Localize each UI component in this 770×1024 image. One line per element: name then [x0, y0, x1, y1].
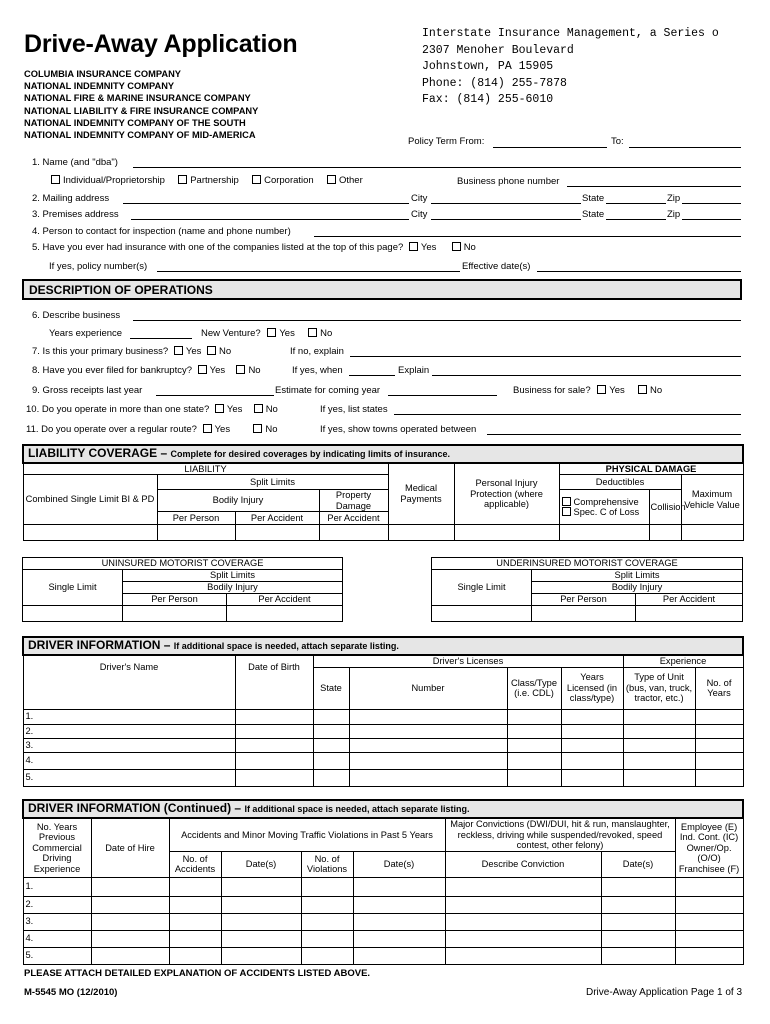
row-number[interactable]: 2.: [23, 724, 235, 738]
entity-options: Individual/Proprietorship Partnership Corporation Other: [51, 175, 363, 186]
estimate-label: Estimate for coming year: [275, 385, 381, 396]
um-per-person-input[interactable]: [123, 606, 227, 622]
premises-state-field[interactable]: [606, 219, 666, 220]
driver-continued-header: DRIVER INFORMATION (Continued) – If additional space is needed, attach separate listing.: [23, 800, 743, 818]
row-number[interactable]: 2.: [23, 896, 91, 913]
effective-dates-field[interactable]: [537, 271, 741, 272]
company-name: NATIONAL LIABILITY & FIRE INSURANCE COMPANY: [24, 105, 259, 116]
deductibles-header: Deductibles: [559, 475, 681, 490]
form-title: Drive-Away Application: [24, 30, 298, 58]
no-accidents-header: No. of Accidents: [169, 851, 221, 877]
attach-note: PLEASE ATTACH DETAILED EXPLANATION OF ACCIDENTS LISTED ABOVE.: [24, 968, 371, 979]
years-experience-field[interactable]: [130, 338, 192, 339]
q9-label: 9. Gross receipts last year: [32, 385, 143, 396]
agency-name: Interstate Insurance Management, a Series o: [422, 27, 719, 40]
city-label: City: [411, 193, 428, 204]
mailing-address-field[interactable]: [123, 203, 409, 204]
no-violations-header: No. of Violations: [301, 851, 353, 877]
licenses-header: Driver's Licenses: [313, 655, 623, 667]
if-no-explain-label: If no, explain: [290, 346, 344, 357]
policy-to-label: To:: [611, 136, 624, 147]
row-number[interactable]: 1.: [23, 877, 91, 896]
bankruptcy-when-field[interactable]: [349, 375, 395, 376]
uim-per-person-input[interactable]: [532, 606, 636, 622]
underinsured-motorist-table: [431, 557, 743, 622]
split-limits-header: Split Limits: [123, 570, 343, 582]
um-per-accident-input[interactable]: [227, 606, 343, 622]
driver-info-continued-table: [22, 799, 744, 965]
policy-from-field[interactable]: [493, 147, 607, 148]
number-header: Number: [349, 667, 507, 709]
policy-numbers-label: If yes, policy number(s): [49, 261, 148, 272]
collision-input[interactable]: [649, 525, 681, 541]
bodily-injury-header: Bodily Injury: [532, 582, 743, 594]
business-phone-field[interactable]: [567, 186, 741, 187]
driver-info-table: [22, 636, 744, 787]
drivers-name-header: Driver's Name: [23, 655, 235, 709]
num-years-header: No. of Years: [695, 667, 743, 709]
for-sale-no-checkbox[interactable]: [638, 385, 647, 394]
table-row: [23, 877, 743, 896]
table-row: [23, 930, 743, 947]
city-label: City: [411, 209, 428, 220]
if-yes-when-label: If yes, when: [292, 365, 343, 376]
contact-field[interactable]: [314, 236, 741, 237]
row-number[interactable]: 1.: [23, 709, 235, 724]
driver-info-header: DRIVER INFORMATION – If additional space is needed, attach separate listing.: [23, 637, 743, 655]
policy-to-field[interactable]: [629, 147, 741, 148]
csl-header: Combined Single Limit BI & PD: [23, 475, 157, 525]
bi-per-accident-input[interactable]: [235, 525, 319, 541]
describe-business-field[interactable]: [133, 320, 741, 321]
q8-no-checkbox[interactable]: [236, 365, 245, 374]
spec-checkbox[interactable]: [562, 507, 571, 516]
zip-label: Zip: [667, 209, 681, 220]
show-towns-field[interactable]: [487, 434, 741, 435]
company-name: NATIONAL FIRE & MARINE INSURANCE COMPANY: [24, 93, 251, 104]
q11-yes-checkbox[interactable]: [203, 424, 212, 433]
describe-conviction-header: Describe Conviction: [445, 851, 601, 877]
q5-no-checkbox[interactable]: [452, 242, 461, 251]
premises-zip-field[interactable]: [682, 219, 741, 220]
dob-header: Date of Birth: [235, 655, 313, 709]
per-accident-header: Per Accident: [319, 512, 388, 525]
uim-single-input[interactable]: [432, 606, 532, 622]
accident-dates-header: Date(s): [221, 851, 301, 877]
pip-input[interactable]: [454, 525, 559, 541]
gross-receipts-field[interactable]: [156, 395, 274, 396]
collision-header: Collision: [649, 490, 681, 525]
row-number[interactable]: 4.: [23, 752, 235, 769]
new-venture-no-checkbox[interactable]: [308, 328, 317, 337]
form-number: M-5545 MO (12/2010): [24, 987, 118, 998]
new-venture-label: New Venture? Yes No: [201, 328, 333, 339]
table-row: [23, 947, 743, 964]
max-value-input[interactable]: [681, 525, 743, 541]
experience-header: Experience: [623, 655, 743, 667]
liability-coverage-table: [22, 444, 744, 541]
per-accident-header: Per Accident: [235, 512, 319, 525]
q3-label: 3. Premises address: [32, 209, 119, 220]
company-list: [24, 68, 258, 141]
q7-no-checkbox[interactable]: [207, 346, 216, 355]
estimate-field[interactable]: [388, 395, 497, 396]
q10-yes-checkbox[interactable]: [215, 404, 224, 413]
agency-block: [422, 26, 766, 109]
individual-checkbox[interactable]: [51, 175, 60, 184]
major-convictions-header: Major Convictions (DWI/DUI, hit & run, manslaughter, reckless, driving while suspended/revoked, speed contest, other felony): [445, 818, 675, 851]
hire-date-header: Date of Hire: [91, 818, 169, 877]
underinsured-header: UNDERINSURED MOTORIST COVERAGE: [432, 558, 743, 570]
mailing-state-field[interactable]: [606, 203, 666, 204]
per-person-header: Per Person: [532, 594, 636, 606]
row-number[interactable]: 5.: [23, 947, 91, 964]
other-checkbox[interactable]: [327, 175, 336, 184]
single-limit-header: Single Limit: [432, 570, 532, 606]
for-sale-label: Business for sale? Yes No: [513, 385, 663, 396]
policy-numbers-field[interactable]: [157, 271, 460, 272]
comp-spec-cell: Comprehensive Spec. C of Loss: [559, 490, 649, 525]
pip-header: Personal Injury Protection (where applicable): [454, 463, 559, 525]
partnership-checkbox[interactable]: [178, 175, 187, 184]
table-row: [23, 913, 743, 930]
premises-city-field[interactable]: [431, 219, 581, 220]
table-row: [23, 896, 743, 913]
company-name: NATIONAL INDEMNITY COMPANY: [24, 81, 175, 92]
state-header: State: [313, 667, 349, 709]
corporation-checkbox[interactable]: [252, 175, 261, 184]
bi-per-person-input[interactable]: [157, 525, 235, 541]
table-row: [23, 752, 743, 769]
q7-label: 7. Is this your primary business? Yes No: [32, 346, 232, 357]
violation-dates-header: Date(s): [353, 851, 445, 877]
company-name: NATIONAL INDEMNITY COMPANY OF MID-AMERICA: [24, 130, 256, 141]
table-row: [23, 738, 743, 752]
q10-label: 10. Do you operate in more than one state? Yes No: [26, 404, 278, 415]
agency-city: Johnstown, PA 15905: [422, 60, 554, 73]
effective-dates-label: Effective date(s): [462, 261, 531, 272]
q5-label: 5. Have you ever had insurance with one of the companies listed at the top of this page? Yes No: [32, 242, 476, 253]
business-phone-label: Business phone number: [457, 176, 560, 187]
name-field[interactable]: [133, 167, 741, 168]
csl-input[interactable]: [23, 525, 157, 541]
per-person-header: Per Person: [123, 594, 227, 606]
years-experience-label: Years experience: [49, 328, 123, 339]
single-limit-header: Single Limit: [23, 570, 123, 606]
q11-no-checkbox[interactable]: [253, 424, 262, 433]
agency-street: 2307 Menoher Boulevard: [422, 43, 574, 57]
years-licensed-header: Years Licensed (in class/type): [561, 667, 623, 709]
years-prev-header: No. Years Previous Commercial Driving Experience: [23, 818, 91, 877]
medical-payments-header: Medical Payments: [388, 463, 454, 525]
bodily-injury-header: Bodily Injury: [123, 582, 343, 594]
q5-yes-checkbox[interactable]: [409, 242, 418, 251]
zip-label: Zip: [667, 193, 681, 204]
per-person-header: Per Person: [157, 512, 235, 525]
type-unit-header: Type of Unit (bus, van, truck, tractor, etc.): [623, 667, 695, 709]
liability-label: LIABILITY: [23, 463, 388, 475]
primary-explain-field[interactable]: [350, 356, 741, 357]
q1-label: 1. Name (and "dba"): [32, 157, 118, 168]
employee-type-header: Employee (E) Ind. Cont. (IC) Owner/Op. (O/O) Franchisee (F): [675, 818, 743, 877]
row-number[interactable]: 5.: [23, 769, 235, 786]
row-number[interactable]: 3.: [23, 913, 91, 930]
show-towns-label: If yes, show towns operated between: [320, 424, 477, 435]
per-accident-header: Per Accident: [636, 594, 743, 606]
policy-from-label: Policy Term From:: [408, 136, 485, 147]
new-venture-yes-checkbox[interactable]: [267, 328, 276, 337]
list-states-label: If yes, list states: [320, 404, 388, 415]
list-states-field[interactable]: [394, 414, 741, 415]
class-header: Class/Type (i.e. CDL): [507, 667, 561, 709]
state-label: State: [582, 193, 605, 204]
split-limits-header: Split Limits: [532, 570, 743, 582]
agency-fax: Fax: (814) 255-6010: [422, 93, 554, 106]
table-row: [23, 724, 743, 738]
bankruptcy-explain-field[interactable]: [432, 375, 741, 376]
pd-per-accident-input[interactable]: [319, 525, 388, 541]
um-single-input[interactable]: [23, 606, 123, 622]
q2-label: 2. Mailing address: [32, 193, 110, 204]
q4-label: 4. Person to contact for inspection (name and phone number): [32, 226, 291, 237]
comprehensive-input[interactable]: [559, 525, 649, 541]
q8-yes-checkbox[interactable]: [198, 365, 207, 374]
property-damage-header: Property Damage: [319, 490, 388, 512]
uim-per-accident-input[interactable]: [636, 606, 743, 622]
q11-label: 11. Do you operate over a regular route? Yes No: [26, 424, 278, 435]
row-number[interactable]: 4.: [23, 930, 91, 947]
explain-label: Explain: [398, 365, 430, 376]
mailing-zip-field[interactable]: [682, 203, 741, 204]
premises-address-field[interactable]: [131, 219, 409, 220]
q7-yes-checkbox[interactable]: [174, 346, 183, 355]
comprehensive-checkbox[interactable]: [562, 497, 571, 506]
max-value-header: Maximum Vehicle Value: [681, 475, 743, 525]
state-label: State: [582, 209, 605, 220]
per-accident-header: Per Accident: [227, 594, 343, 606]
liability-header: LIABILITY COVERAGE – Complete for desired coverages by indicating limits of insurance.: [23, 445, 743, 463]
table-row: [23, 769, 743, 786]
medical-input[interactable]: [388, 525, 454, 541]
conviction-dates-header: Date(s): [601, 851, 675, 877]
page-number: Drive-Away Application Page 1 of 3: [585, 987, 742, 998]
q6-label: 6. Describe business: [32, 310, 121, 321]
table-row: [23, 709, 743, 724]
accidents-header: Accidents and Minor Moving Traffic Violations in Past 5 Years: [169, 818, 445, 851]
uninsured-header: UNINSURED MOTORIST COVERAGE: [23, 558, 343, 570]
q8-label: 8. Have you ever filed for bankruptcy? Yes No: [32, 365, 261, 376]
row-number[interactable]: 3.: [23, 738, 235, 752]
bodily-injury-header: Bodily Injury: [157, 490, 319, 512]
for-sale-yes-checkbox[interactable]: [597, 385, 606, 394]
operations-header: DESCRIPTION OF OPERATIONS: [22, 279, 742, 300]
company-name: NATIONAL INDEMNITY COMPANY OF THE SOUTH: [24, 117, 246, 128]
company-name: COLUMBIA INSURANCE COMPANY: [24, 69, 182, 79]
mailing-city-field[interactable]: [431, 203, 581, 204]
q10-no-checkbox[interactable]: [254, 404, 263, 413]
uninsured-motorist-table: [22, 557, 343, 622]
split-limits-header: Split Limits: [157, 475, 388, 490]
physical-damage-header: PHYSICAL DAMAGE: [559, 463, 743, 475]
agency-phone: Phone: (814) 255-7878: [422, 76, 567, 90]
